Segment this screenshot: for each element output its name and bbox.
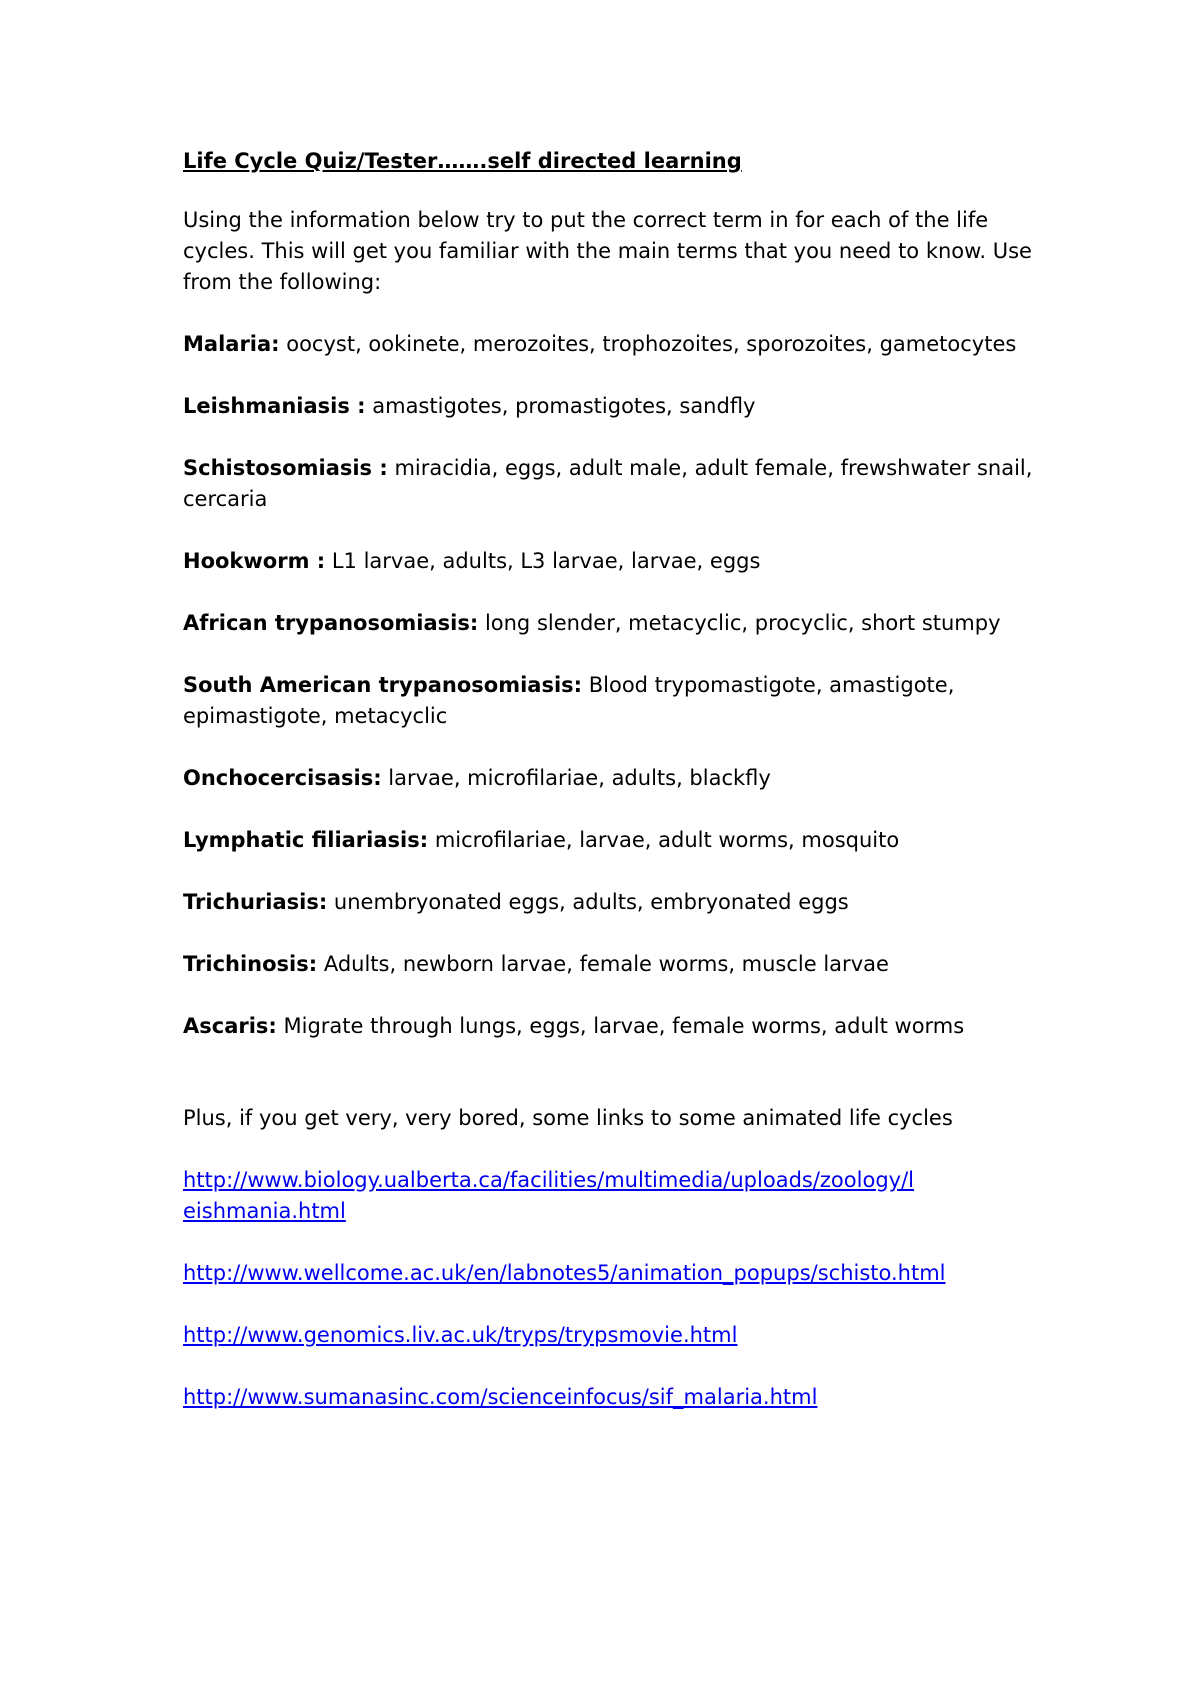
entry-terms: oocyst, ookinete, merozoites, trophozoites, sporozoites, gametocytes	[279, 332, 1017, 356]
entry-terms: Blood trypomastigote, amastigote, epimastigote, metacyclic	[183, 673, 955, 728]
entry-schistosomiasis	[183, 453, 1043, 515]
entry-malaria	[183, 329, 1043, 360]
links-intro: Plus, if you get very, very bored, some links to some animated life cycles	[183, 1106, 953, 1130]
entry-hookworm	[183, 546, 1043, 577]
entry-terms: unembryonated eggs, adults, embryonated eggs	[327, 890, 849, 914]
link-tryps[interactable]: http://www.genomics.liv.ac.uk/tryps/trypsmovie.html	[183, 1323, 738, 1347]
list-item	[183, 1165, 1043, 1227]
entry-label: Leishmaniasis :	[183, 394, 366, 418]
intro-paragraph: Using the information below try to put the correct term in for each of the life cycles. This will get you familiar with the main terms that you need to know. Use from the following:	[183, 208, 1032, 294]
entry-label: Lymphatic filiariasis:	[183, 828, 429, 852]
entry-terms: Adults, newborn larvae, female worms, muscle larvae	[317, 952, 889, 976]
entry-terms: long slender, metacyclic, procyclic, short stumpy	[478, 611, 1001, 635]
entry-terms: Migrate through lungs, eggs, larvae, female worms, adult worms	[276, 1014, 965, 1038]
entry-label: Schistosomiasis :	[183, 456, 388, 480]
entry-label: Ascaris:	[183, 1014, 277, 1038]
entry-label: South American trypanosomiasis:	[183, 673, 583, 697]
entry-trichuriasis	[183, 887, 1043, 918]
entry-label: Trichinosis:	[183, 952, 318, 976]
entry-terms: larvae, microfilariae, adults, blackfly	[381, 766, 771, 790]
entry-african-trypanosomiasis	[183, 608, 1043, 639]
document-page	[183, 146, 1043, 1444]
page-title: Life Cycle Quiz/Tester…….self directed learning	[183, 149, 742, 173]
entry-label: Trichuriasis:	[183, 890, 328, 914]
link-list	[183, 1165, 1043, 1413]
entry-lymphatic-filiariasis	[183, 825, 1043, 856]
entry-terms: microfilariae, larvae, adult worms, mosquito	[428, 828, 900, 852]
entry-label: African trypanosomiasis:	[183, 611, 479, 635]
link-schisto[interactable]: http://www.wellcome.ac.uk/en/labnotes5/animation_popups/schisto.html	[183, 1261, 946, 1285]
entry-terms: L1 larvae, adults, L3 larvae, larvae, eggs	[325, 549, 761, 573]
entry-label: Hookworm :	[183, 549, 326, 573]
entry-south-american-trypanosomiasis	[183, 670, 1043, 732]
entry-leishmaniasis	[183, 391, 1043, 422]
list-item	[183, 1258, 1043, 1289]
link-malaria[interactable]: http://www.sumanasinc.com/scienceinfocus/sif_malaria.html	[183, 1385, 818, 1409]
entry-label: Malaria:	[183, 332, 280, 356]
link-leishmania[interactable]: http://www.biology.ualberta.ca/facilities/multimedia/uploads/zoology/leishmania.html	[183, 1168, 914, 1223]
entry-ascaris	[183, 1011, 1043, 1042]
list-item	[183, 1382, 1043, 1413]
entry-terms: amastigotes, promastigotes, sandfly	[365, 394, 756, 418]
entry-terms: miracidia, eggs, adult male, adult female, frewshwater snail, cercaria	[183, 456, 1033, 511]
list-item	[183, 1320, 1043, 1351]
entry-trichinosis	[183, 949, 1043, 980]
entry-onchocercisasis	[183, 763, 1043, 794]
entry-label: Onchocercisasis:	[183, 766, 382, 790]
